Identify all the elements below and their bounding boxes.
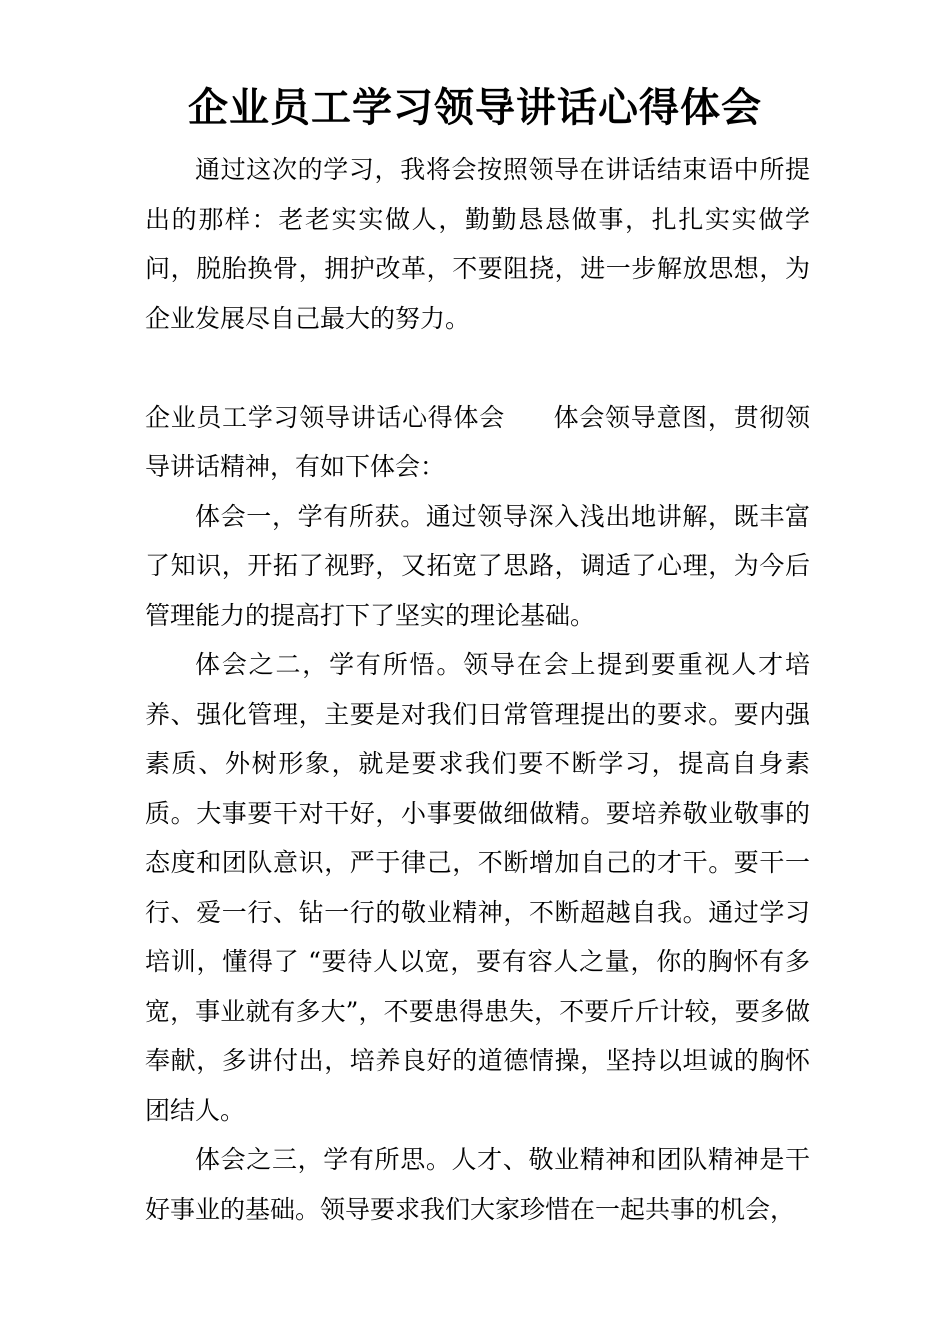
blank-line <box>145 343 810 393</box>
document-title: 企业员工学习领导讲话心得体会 <box>188 84 762 131</box>
paragraph-intro: 通过这次的学习，我将会按照领导在讲话结束语中所提出的那样：老老实实做人，勤勤恳恳做事，扎扎实实做学问，脱胎换骨，拥护改革，不要阻挠，进一步解放思想，为企业发展尽自己最大的努力。 <box>145 155 810 333</box>
section-intro-text: 体会领导意图，贯彻领导讲话精神，有如下体会： <box>145 402 810 481</box>
document-body <box>145 145 810 1234</box>
paragraph-insight-one: 体会一，学有所获。通过领导深入浅出地讲解，既丰富了知识，开拓了视野，又拓宽了思路，调适了心理，为今后管理能力的提高打下了坚实的理论基础。 <box>145 501 810 630</box>
paragraph-insight-two: 体会之二，学有所悟。领导在会上提到要重视人才培养、强化管理，主要是对我们日常管理提出的要求。要内强素质、外树形象，就是要求我们要不断学习，提高自身素质。大事要干对干好，小事要做细做精。要培养敬业敬事的态度和团队意识，严于律己，不断增加自己的才干。要干一行、爱一行、钻一行的敬业精神，不断超越自我。通过学习培训，懂得了 “要待人以宽，要有容人之量，你的胸怀有多宽，事业就有多大”，不要患得患失，不要斤斤计较，要多做奉献，多讲付出，培养良好的道德情操，坚持以坦诚的胸怀团结人。 <box>145 650 810 1125</box>
paragraph-insight-three: 体会之三，学有所思。人才、敬业精神和团队精神是干好事业的基础。领导要求我们大家珍惜在一起共事的机会， <box>145 1145 810 1224</box>
section-heading: 企业员工学习领导讲话心得体会 <box>145 402 505 432</box>
paragraph-section-intro <box>145 393 810 492</box>
